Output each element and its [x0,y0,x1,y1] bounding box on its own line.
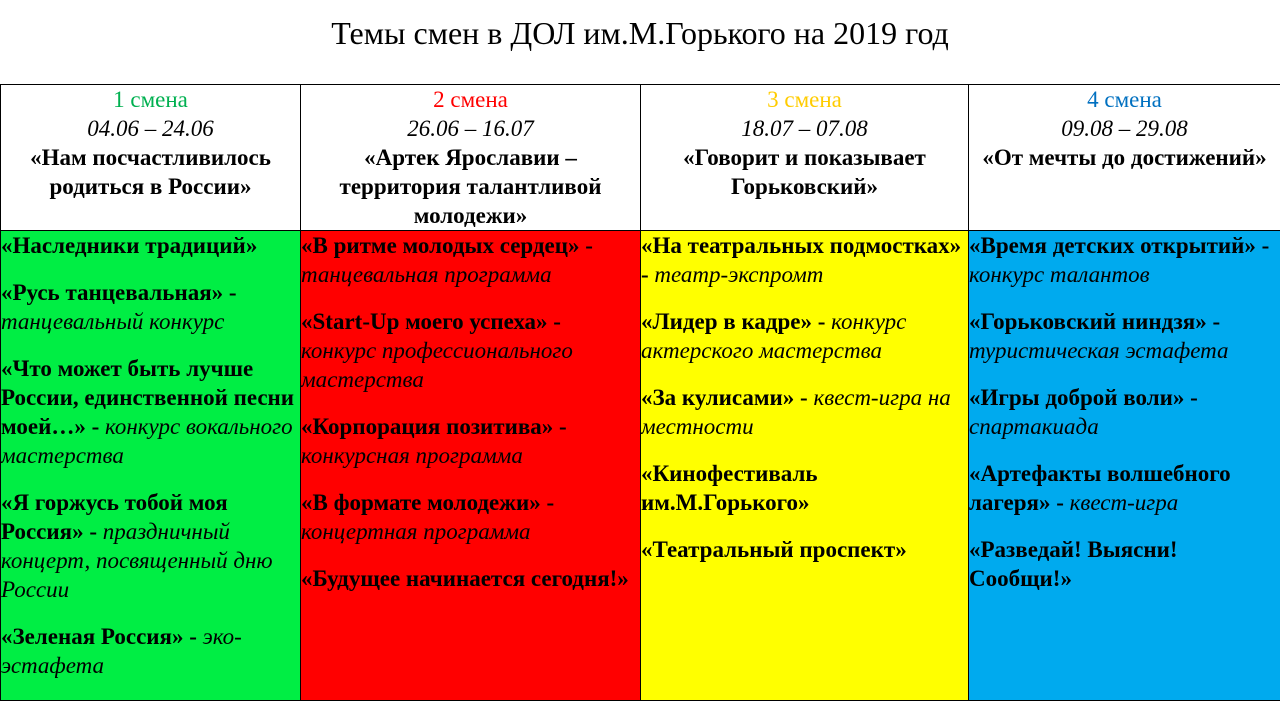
event-item [969,535,1280,593]
shift-name: 3 смена [767,87,842,112]
event-name: «Наследники традиций» [1,233,258,258]
event-name: «Зеленая Россия» - [1,624,197,649]
event-item [301,488,640,546]
event-item [969,383,1280,441]
event-name: «Игры доброй воли» - [969,385,1198,410]
shift-name: 2 смена [433,87,508,112]
shift-header-1 [1,85,301,231]
event-description: спартакиада [969,414,1099,439]
event-item [641,459,968,517]
shift-theme: «Нам посчастливилось родиться в России» [30,145,271,199]
event-name: «Будущее начинается сегодня!» [301,566,629,591]
event-name: «Горьковский ниндзя» - [969,309,1221,334]
event-description: эко- эстафета [1,624,242,678]
event-item [641,383,968,441]
shift-theme: «Говорит и показывает Горьковский» [683,145,926,199]
shift-header-2 [301,85,641,231]
event-item [641,231,968,289]
event-description: танцевальный конкурс [1,309,225,334]
event-description: концертная программа [301,519,531,544]
event-item [1,354,300,470]
event-description: конкурс вокального мастерства [1,414,293,468]
shift-header-3 [641,85,969,231]
event-name: «Лидер в кадре» - [641,309,826,334]
event-description: конкурс актерского мастерства [641,309,907,363]
event-name: «Start-Up моего успеха» - [301,309,561,334]
shifts-table [0,84,1280,701]
event-name: «Кинофестиваль им.М.Горького» [641,461,818,515]
shift-name: 4 смена [1087,87,1162,112]
event-name: «На театральных подмостках» - [641,233,962,287]
event-name: «В ритме молодых сердец» - [301,233,593,258]
event-item [1,488,300,604]
page-title: Темы смен в ДОЛ им.М.Горького на 2019 год [331,15,949,51]
event-item [641,535,968,564]
event-item [301,307,640,394]
shift-theme: «Артек Ярославии – территория талантливой молодежи» [339,145,602,228]
event-description: квест-игра на местности [641,385,951,439]
shift-dates: 18.07 – 07.08 [741,116,868,141]
event-item [301,564,640,593]
event-description: квест-игра [1069,490,1179,515]
event-item [301,231,640,289]
shift-dates: 04.06 – 24.06 [87,116,214,141]
event-item [641,307,968,365]
event-item [969,459,1280,517]
event-description: праздничный концерт, посвященный дню России [1,519,273,602]
event-name: «За кулисами» - [641,385,808,410]
shift-events-4 [969,231,1280,701]
shift-dates: 09.08 – 29.08 [1061,116,1188,141]
event-description: конкурс профессионального мастерства [301,338,573,392]
header-row [1,85,1280,231]
event-name: «Корпорация позитива» - [301,414,567,439]
event-name: «Я горжусь тобой моя Россия» - [1,490,228,544]
event-item [969,231,1280,289]
event-name: «Время детских открытий» - [969,233,1270,258]
event-name: «В формате молодежи» - [301,490,555,515]
shift-events-1 [1,231,301,701]
events-row [1,231,1280,701]
event-name: «Артефакты волшебного лагеря» - [969,461,1231,515]
shift-header-4 [969,85,1280,231]
event-description: туристическая эстафета [969,338,1229,363]
event-description: конкурсная программа [301,443,523,468]
event-name: «Что может быть лучше России, единственной песни моей…» - [1,356,295,439]
event-item [1,622,300,680]
event-description: театр-экспромт [654,262,824,287]
shift-dates: 26.06 – 16.07 [407,116,534,141]
event-item [1,278,300,336]
shift-events-3 [641,231,969,701]
shift-name: 1 смена [113,87,188,112]
event-name: «Русь танцевальная» - [1,280,237,305]
event-item [969,307,1280,365]
shift-theme: «От мечты до достижений» [982,145,1267,170]
shift-events-2 [301,231,641,701]
event-description: танцевальная программа [301,262,552,287]
event-description: конкурс талантов [969,262,1150,287]
event-name: «Театральный проспект» [641,537,907,562]
event-item [301,412,640,470]
event-item [1,231,300,260]
event-name: «Разведай! Выясни! Сообщи!» [969,537,1178,591]
